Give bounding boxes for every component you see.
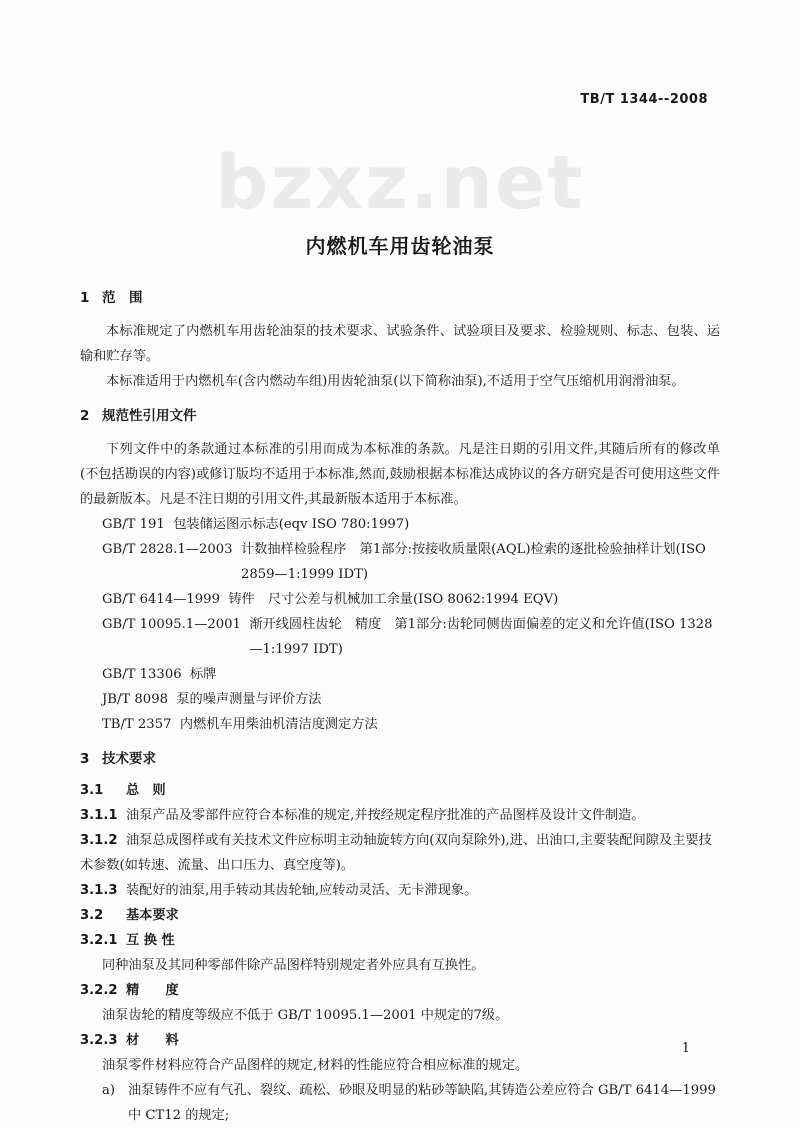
document-title: 内燃机车用齿轮油泵 [305,234,495,258]
reference-code: GB/T 191 [102,517,165,532]
item-label: a) [102,1083,116,1098]
reference-code: JB/T 8098 [102,692,168,707]
clause-number: 3.1 [80,783,104,798]
paragraph: 本标准规定了内燃机车用齿轮油泵的技术要求、试验条件、试验项目及要求、检验规则、标志、包装、运输和贮存等。 [80,324,720,364]
reference-title: 泵的噪声测量与评价方法 [176,692,322,707]
clause-number: 3.1.1 [80,808,118,823]
section-title: 技术要求 [102,751,156,767]
clause-text: 油泵齿轮的精度等级应不低于 GB/T 10095.1—2001 中规定的7级。 [102,1008,509,1023]
section-3-heading [80,747,720,772]
clause-heading [80,978,720,1003]
section-title: 规范性引用文件 [102,408,197,424]
clause-number: 3.2.3 [80,1033,118,1048]
reference-title: 内燃机车用柴油机清洁度测定方法 [179,717,378,732]
reference-code: GB/T 6414—1999 [102,592,220,607]
reference-item [80,662,720,687]
clause-number: 3.1.2 [80,833,118,848]
clause-number: 3.2.2 [80,983,118,998]
reference-item [80,712,720,737]
page-number: 1 [681,1041,690,1056]
section-1-heading [80,286,720,311]
clause-text: 油泵产品及零部件应符合本标准的规定,并按经规定程序批准的产品图样及设计文件制造。 [126,808,645,823]
reference-title: 标牌 [190,667,217,682]
clause-text: 油泵零件材料应符合产品图样的规定,材料的性能应符合相应标准的规定。 [102,1058,529,1073]
subsection-heading [80,903,720,928]
clause-title: 材 料 [126,1033,179,1048]
watermark: bzxz.net [215,140,585,226]
paragraph: 本标准适用于内燃机车(含内燃动车组)用齿轮油泵(以下简称油泵),不适用于空气压缩机用润滑油泵。 [106,374,685,389]
subsection-heading [80,778,720,803]
clause-number: 3.1.3 [80,883,118,898]
section-number: 2 [80,408,90,424]
clause-title: 基本要求 [126,908,179,923]
reference-item [80,612,720,662]
document-body [80,286,720,1128]
reference-item [80,512,720,537]
clause-text: 油泵总成图样或有关技术文件应标明主动轴旋转方向(双向泵除外),进、出油口,主要装配间隙及主要技术参数(如转速、流量、出口压力、真空度等)。 [80,833,712,873]
clause-number: 3.2.1 [80,933,118,948]
clause-number: 3.2 [80,908,104,923]
section-number: 3 [80,751,90,767]
reference-code: GB/T 2828.1—2003 [102,542,233,557]
reference-item [80,537,720,587]
paragraph: 下列文件中的条款通过本标准的引用而成为本标准的条款。凡是注日期的引用文件,其随后所有的修改单(不包括勘误的内容)或修订版均不适用于本标准,然而,鼓励根据本标准达成协议的各方研究是否可使用这些文件的最新版本。凡是不注日期的引用文件,其最新版本适用于本标准。 [80,442,720,507]
reference-code: GB/T 10095.1—2001 [102,617,241,632]
reference-code: TB/T 2357 [102,717,172,732]
clause-title: 互 换 性 [126,933,175,948]
clause-heading [80,1028,720,1053]
list-item [80,1078,720,1128]
standard-code: TB/T 1344--2008 [580,92,708,107]
clause-title: 总 则 [126,783,166,798]
reference-item [80,587,720,612]
section-number: 1 [80,290,90,306]
clause [80,878,720,903]
reference-title: 计数抽样检验程序 第1部分:按接收质量限(AQL)检索的逐批检验抽样计划(ISO 2859—1:1999 IDT) [240,542,706,582]
clause-heading [80,928,720,953]
clause-text: 同种油泵及其同种零部件除产品图样特别规定者外应具有互换性。 [102,958,485,973]
reference-code: GB/T 13306 [102,667,182,682]
clause [80,828,720,878]
clause [80,803,720,828]
clause-title: 精 度 [126,983,179,998]
section-title: 范 围 [102,290,143,306]
reference-item [80,687,720,712]
item-text: 油泵铸件不应有气孔、裂纹、疏松、砂眼及明显的粘砂等缺陷,其铸造公差应符合 GB/T 6414—1999 中 CT12 的规定; [128,1083,716,1123]
reference-title: 渐开线圆柱齿轮 精度 第1部分:齿轮同侧齿面偏差的定义和允许值(ISO 1328—1:1997 IDT) [249,617,713,657]
reference-title: 包装储运图示标志(eqv ISO 780:1997) [173,517,410,532]
clause-text: 装配好的油泵,用手转动其齿轮轴,应转动灵活、无卡滞现象。 [126,883,478,898]
reference-title: 铸件 尺寸公差与机械加工余量(ISO 8062:1994 EQV) [228,592,559,607]
section-2-heading [80,404,720,429]
